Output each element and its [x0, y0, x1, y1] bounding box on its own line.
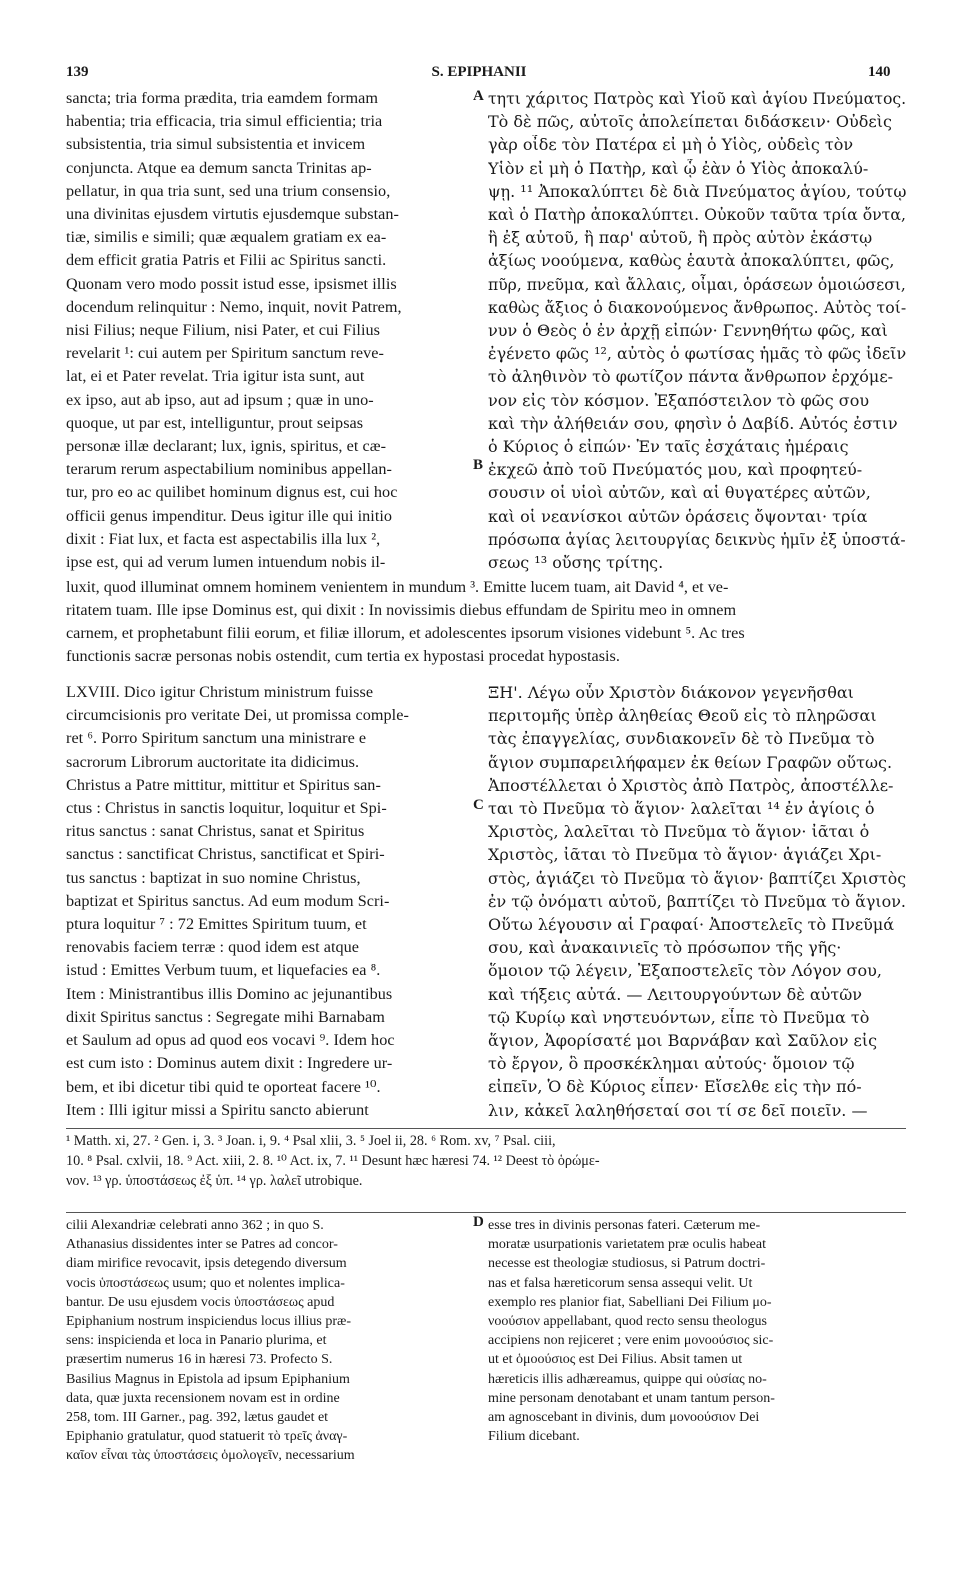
notes-right-line: esse tres in divinis personas fateri. Cæterum me-: [488, 1218, 761, 1233]
greek-middle-line: τὸ ἔργον, ὃ προσκέκλημαι αὐτούς· ὅμοιον τῷ: [488, 1054, 855, 1074]
latin-full-line: functionis sacræ personas nobis ostendit, cum tertia ex hypostasi procedat hypostasis.: [66, 647, 620, 665]
latin-upper-line: officii genus impenditur. Deus igitur ille qui initio: [66, 506, 393, 525]
latin-upper-line: tur, pro eo ac quilibet hominum dignus est, cui hoc: [66, 483, 398, 502]
latin-middle-line: ritus sanctus : sanat Christus, sanat et Spiritus: [66, 822, 365, 841]
notes-right-line: exemplo res planior fiat, Sabelliani Dei Filium μο-: [488, 1294, 772, 1310]
notes-left-line: Epiphanium nostrum inspiciendus locus illius præ-: [66, 1314, 352, 1329]
notes-left-line: vocis ὑποστάσεως usum; quo et nolentes implica-: [66, 1275, 345, 1291]
notes-left-line: Athanasius dissidentes inter se Patres ad concor-: [66, 1237, 338, 1253]
greek-upper-line: νυν ὁ Θεὸς ὁ ἐν ἀρχῇ εἰπών· Γεννηθήτω φῶς, καὶ: [488, 321, 888, 340]
latin-middle-line: sanctus : sanctificat Christus, sanctificat et Spiri-: [66, 845, 385, 864]
latin-full-line: luxit, quod illuminat omnem hominem venientem in mundum ³. Emitte lucem tuam, ait David ⁴, et ve-: [66, 578, 729, 596]
latin-middle-line: Christus a Patre mittitur, mittitur et Spiritus san-: [66, 775, 381, 794]
greek-middle-line: καὶ τήξεις αὐτά. — Λειτουργούντων δὲ αὐτῶν: [488, 984, 863, 1004]
greek-middle-line: σου, καὶ ἀνακαινιεῖς τὸ πρόσωπον τῆς γῆς·: [488, 938, 842, 958]
greek-upper-line: σουσιν οἱ υἱοὶ αὐτῶν, καὶ αἱ θυγατέρες αὐτῶν,: [488, 483, 871, 503]
greek-upper-line: νον εἰς τὸν κόσμον. Ἐξαπόστειλον τὸ φῶς σου: [488, 390, 870, 410]
greek-middle-line: ἅγιον συμπαρειλήφαμεν ἐκ θείων Γραφῶν οὕτως.: [488, 752, 893, 772]
latin-middle-line: istud : Emittes Verbum tuum, et liquefacies ea ⁸.: [66, 961, 381, 980]
notes-right-line: νοούσιον appellabant, quod recto sensu theologus: [488, 1314, 767, 1329]
greek-middle-line: Οὕτω λέγουσιν αἱ Γραφαί· Ἀποστελεῖς τὸ Πνεῦμά: [488, 915, 895, 934]
latin-middle-line: Item : Illi igitur missi a Spiritu sancto abierunt: [66, 1100, 369, 1119]
greek-middle-line: εἰπεῖν, Ὁ δὲ Κύριος εἶπεν· Εἴσελθε εἰς τὴν πό-: [488, 1077, 862, 1097]
greek-upper-line: Τὸ δὲ πῶς, αὐτοῖς ἀπολείπεται διδάσκειν· Οὐδεὶς: [488, 112, 892, 132]
greek-middle-line: ται τὸ Πνεῦμα τὸ ἅγιον· λαλεῖται ¹⁴ ἐν ἁγίοις ὁ: [488, 799, 875, 818]
greek-middle-line: ἅγιον, Ἀφορίσατέ μοι Βαρνάβαν καὶ Σαῦλον εἰς: [488, 1031, 878, 1050]
latin-upper-line: terarum rerum aspectabilium nominibus appellan-: [66, 460, 392, 479]
notes-right-line: mine personam denotabant et unam tantum person-: [488, 1390, 775, 1406]
latin-upper-line: una divinitas ejusdem virtutis ejusdemque substan-: [66, 205, 399, 223]
notes-left-line: Basilius Magnus in Epistola ad ipsum Epiphanium: [66, 1371, 350, 1387]
notes-left-line: data, quæ juxta recensionem novam est in ordine: [66, 1390, 340, 1406]
page-number-left: 139: [66, 64, 89, 80]
latin-upper-line: subsistentia, tria simul subsistentia et invicem: [66, 135, 366, 154]
latin-upper-line: personæ illæ declarant; lux, ignis, spiritus, et cæ-: [66, 437, 387, 455]
greek-upper-line: καὶ οἱ νεανίσκοι αὐτῶν ὁράσεις ὄψονται· τρία: [488, 506, 868, 526]
latin-upper-line: dixit : Fiat lux, et facta est aspectabilis illa lux ²,: [66, 529, 381, 548]
greek-upper-line: καὶ τὴν ἀλήθειάν σου, φησὶν ὁ Δαβίδ. Αὐτός ἐστιν: [488, 413, 898, 433]
notes-left-line: præsertim numerus 16 in hæresi 73. Profecto S.: [66, 1352, 333, 1368]
greek-upper-line: γὰρ οἶδε τὸν Πατέρα εἰ μὴ ὁ Υἱὸς, οὐδεὶς τὸν: [488, 135, 854, 155]
margin-letter-b: B: [473, 457, 484, 473]
notes-left-line: cilii Alexandriæ celebrati anno 362 ; in quo S.: [66, 1218, 324, 1233]
latin-upper-line: nisi Filius; neque Filium, nisi Pater, et cui Filius: [66, 321, 381, 339]
greek-upper-line: καὶ ὁ Πατὴρ ἀποκαλύπτει. Οὐκοῦν ταῦτα τρία ὄντα,: [488, 205, 906, 224]
notes-right-line: hæreticis illis adhæreamus, quippe qui οὐσίας no-: [488, 1371, 767, 1387]
notes-right-line: Filium dicebant.: [488, 1429, 580, 1445]
latin-upper-line: conjuncta. Atque ea demum sancta Trinitas ap-: [66, 158, 372, 177]
latin-upper-line: ex ipso, aut ab ipso, aut ad ipsum ; quæ in uno-: [66, 390, 374, 409]
greek-middle-line: τῷ Κυρίῳ καὶ νηστευόντων, εἶπε τὸ Πνεῦμα τὸ: [488, 1007, 870, 1027]
footnote-rule: [66, 1128, 906, 1129]
margin-letter-c: C: [473, 797, 484, 813]
greek-upper-line: ὁ Κύριος ὁ εἰπών· Ἐν ταῖς ἐσχάταις ἡμέραις: [488, 437, 849, 456]
greek-middle-line: περιτομῆς ὑπὲρ ἀληθείας Θεοῦ εἰς τὸ πληρῶσαι: [488, 706, 877, 726]
latin-upper-line: pellatur, in qua tria sunt, sed una trium consensio,: [66, 181, 391, 200]
latin-middle-line: sacrorum Librorum auctoritate ita didicimus.: [66, 752, 360, 771]
greek-upper-line: σεως ¹³ οὔσης τρίτης.: [488, 553, 664, 572]
notes-left-line: Epiphanio gratulatur, quod statuerit τὸ τρεῖς ἀναγ-: [66, 1429, 348, 1445]
footnotes-line: ¹ Matth. xi, 27. ² Gen. i, 3. ³ Joan. i, 9. ⁴ Psal xlii, 3. ⁵ Joel ii, 28. ⁶ Rom. xv, ⁷ Psal. ciii,: [66, 1133, 556, 1149]
latin-middle-line: ptura loquitur ⁷ : 72 Emittes Spiritum tuum, et: [66, 915, 367, 933]
greek-upper-line: ἀξίως νοούμενα, καθὼς ἑαυτὰ ἀποκαλύπτει, φῶς,: [488, 251, 895, 271]
latin-middle-line: baptizat et Spiritus sanctus. Ad eum modum Scri-: [66, 891, 390, 910]
notes-right-line: necesse est theologiæ studiosus, si Patrum doctri-: [488, 1256, 766, 1272]
footnotes-line: 10. ⁸ Psal. cxlvii, 18. ⁹ Act. xiii, 2. 8. ¹⁰ Act. ix, 7. ¹¹ Desunt hæc hæresi 74. ¹² Deest τὸ ὁρώμε-: [66, 1153, 600, 1169]
greek-upper-line: ἢ ἐξ αὐτοῦ, ἢ παρ' αὐτοῦ, ἢ πρὸς αὐτὸν ἑκάστῳ: [488, 228, 873, 248]
notes-left-line: bantur. De usu ejusdem vocis ὑποστάσεως apud: [66, 1294, 335, 1310]
greek-upper-line: καθὼς ἄξιος ὁ διακονούμενος ἄνθρωπος. Αὐτὸς τοί-: [488, 297, 907, 317]
greek-middle-line: λιν, κἀκεῖ λαληθήσεταί σοι τί σε δεῖ ποιεῖν. —: [488, 1100, 868, 1120]
latin-middle-line: bem, et ibi dicetur tibi quid te oporteat facere ¹⁰.: [66, 1078, 381, 1097]
greek-middle-line: τὰς ἐπαγγελίας, συνδιακονεῖν δὲ τὸ Πνεῦμα τὸ: [488, 729, 875, 749]
latin-upper-line: habentia; tria efficacia, tria simul efficientia; tria: [66, 112, 383, 131]
latin-upper-line: lat, ei et Pater revelat. Tria igitur ista sunt, aut: [66, 367, 365, 386]
notes-left-line: 258, tom. III Garner., pag. 392, lætus gaudet et: [66, 1410, 329, 1425]
latin-middle-line: est cum isto : Dominus autem dixit : Ingredere ur-: [66, 1054, 393, 1073]
latin-upper-line: revelarit ¹: cui autem per Spiritum sanctum reve-: [66, 344, 384, 363]
latin-upper-line: sancta; tria forma prædita, tria eamdem formam: [66, 89, 378, 107]
latin-middle-line: dixit Spiritus sanctus : Segregate mihi Barnabam: [66, 1007, 385, 1026]
greek-middle-line: στὸς, ἁγιάζει τὸ Πνεῦμα τὸ ἅγιον· βαπτίζει Χριστὸς: [488, 868, 907, 888]
greek-upper-line: τητι χάριτος Πατρὸς καὶ Υἱοῦ καὶ ἁγίου Πνεύματος.: [488, 89, 907, 108]
notes-right-line: moratæ usurpationis varietatem præ oculis habeat: [488, 1237, 766, 1253]
greek-upper-line: τὸ ἀληθινὸν τὸ φωτίζον πάντα ἄνθρωπον ἐρχόμε-: [488, 367, 894, 387]
notes-left-line: diam mirifice revocavit, ipsis detegendo diversum: [66, 1256, 347, 1272]
latin-full-line: carnem, et prophetabunt filii eorum, et filiæ illorum, et adolescentes ipsorum visiones videbunt ⁵. Ac tres: [66, 624, 745, 642]
greek-middle-line: ΞΗ'. Λέγω οὖν Χριστὸν διάκονον γεγενῆσθαι: [488, 683, 854, 702]
latin-upper-line: tiæ, similis e simili; quæ æqualem gratiam ex ea-: [66, 228, 387, 247]
latin-middle-line: Item : Ministrantibus illis Domino ac jejunantibus: [66, 984, 393, 1003]
margin-letter-d: D: [473, 1214, 484, 1230]
latin-upper-line: ipse est, qui ad verum lumen intuendum nobis il-: [66, 553, 386, 571]
greek-upper-line: ψῃ. ¹¹ Ἀποκαλύπτει δὲ διὰ Πνεύματος ἁγίου, τούτῳ: [488, 181, 906, 201]
notes-right-line: accipiens non rejiceret ; vere enim μονοούσιος sic-: [488, 1333, 774, 1349]
latin-full-line: ritatem tuam. Ille ipse Dominus est, qui dixit : In novissimis diebus effundam de Spiritu meo in omnem: [66, 601, 737, 619]
notes-left-line: sens: inspicienda et loca in Panario plurima, et: [66, 1333, 327, 1349]
notes-right-line: nas et falsa hæreticorum sensa assequi velit. Ut: [488, 1275, 753, 1291]
notes-left-line: καῖον εἶναι τὰς ὑποστάσεις ὁμολογεῖν, necessarium: [66, 1448, 355, 1464]
latin-upper-line: quoque, ut par est, intelliguntur, prout seipsas: [66, 413, 364, 432]
greek-upper-line: ἐκχεῶ ἀπὸ τοῦ Πνεύματός μου, καὶ προφητεύ-: [488, 460, 863, 480]
greek-upper-line: ἐγένετο φῶς ¹², αὐτὸς ὁ φωτίσας ἡμᾶς τὸ φῶς ἰδεῖν: [488, 344, 907, 364]
footnotes-line: νον. ¹³ γρ. ὑποστάσεως ἐξ ὑπ. ¹⁴ γρ. λαλεῖ utrobique.: [66, 1173, 363, 1189]
latin-middle-line: renovabis faciem terræ : quod idem est atque: [66, 938, 360, 957]
latin-middle-line: ret ⁶. Porro Spiritum sanctum una ministrare e: [66, 729, 367, 748]
page-number-right: 140: [868, 64, 891, 80]
greek-middle-line: ὅμοιον τῷ λέγειν, Ἐξαποστελεῖς τὸν Λόγον σου,: [488, 961, 882, 981]
notes-right-line: am agnoscebant in divinis, dum μονοούσιον Dei: [488, 1410, 760, 1425]
greek-middle-line: Ἀποστέλλεται ὁ Χριστὸς ἀπὸ Πατρὸς, ἀποστέλλε-: [488, 775, 894, 795]
latin-middle-line: et Saulum ad opus ad quod eos vocavi ⁹. Idem hoc: [66, 1031, 395, 1049]
latin-upper-line: dem efficit gratia Patris et Filii ac Spiritus sancti.: [66, 251, 387, 270]
margin-letter-a: A: [473, 88, 484, 104]
latin-middle-line: tus sanctus : baptizat in suo nomine Christus,: [66, 868, 361, 887]
latin-upper-line: Quonam vero modo possit istud esse, ipsismet illis: [66, 274, 397, 293]
greek-upper-line: Υἱὸν εἰ μὴ ὁ Πατὴρ, καὶ ᾧ ἐὰν ὁ Υἱὸς ἀποκαλύ-: [488, 158, 869, 178]
greek-middle-line: Χριστὸς, λαλεῖται τὸ Πνεῦμα τὸ ἅγιον· ἰᾶται ὁ: [488, 822, 870, 842]
latin-middle-line: circumcisionis pro veritate Dei, ut promissa comple-: [66, 706, 409, 725]
greek-upper-line: πῦρ, πνεῦμα, καὶ ἄλλαις, οἶμαι, ὁράσεων ὁμοιώσεσι,: [488, 274, 906, 294]
greek-upper-line: πρόσωπα ἁγίας λειτουργίας δεικνὺς ἡμῖν ἐξ ὑποστά-: [488, 529, 906, 549]
running-title: S. EPIPHANII: [431, 64, 527, 80]
greek-middle-line: ἐν τῷ ὀνόματι αὐτοῦ, βαπτίζει τὸ Πνεῦμα τὸ ἅγιον.: [488, 891, 906, 911]
latin-upper-line: docendum relinquitur : Nemo, inquit, novit Patrem,: [66, 297, 402, 316]
latin-middle-line: LXVIII. Dico igitur Christum ministrum fuisse: [66, 683, 374, 701]
notes-rule: [66, 1212, 906, 1213]
latin-middle-line: ctus : Christus in sanctis loquitur, loquitur et Spi-: [66, 799, 387, 817]
greek-middle-line: Χριστὸς, ἰᾶται τὸ Πνεῦμα τὸ ἅγιον· ἁγιάζει Χρι-: [488, 845, 882, 865]
notes-right-line: ut et ὁμοούσιος est Dei Filius. Absit tamen ut: [488, 1352, 743, 1368]
